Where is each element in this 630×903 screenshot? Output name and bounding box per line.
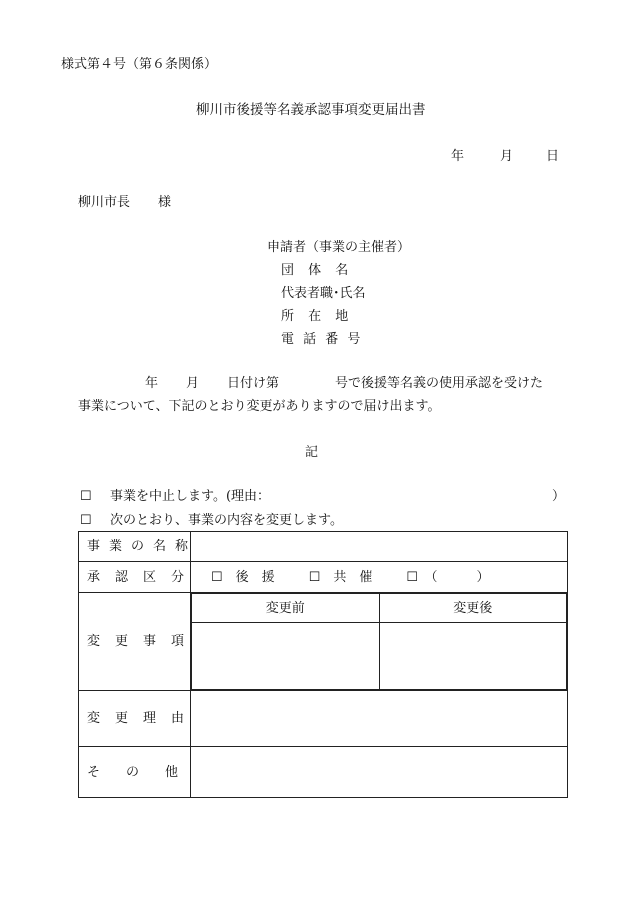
statement-year: 年 (145, 376, 159, 391)
other-label: その他 (79, 747, 191, 798)
date-day: 日 (546, 149, 560, 164)
row-event-name (79, 532, 568, 562)
statement-month: 月 (186, 376, 200, 391)
form-number: 様式第４号（第６条関係） (61, 57, 218, 72)
option-cancel-label: 事業を中止します。(理由： (110, 489, 271, 504)
other-field[interactable] (191, 747, 568, 798)
applicant-field-representative: 代表者職･氏名 (281, 286, 366, 301)
category-option-cohost[interactable]: ☐ 共 催 (308, 569, 373, 585)
statement-day-label: 日付け第 (227, 376, 280, 391)
change-items-label: 変更事項 (79, 593, 191, 691)
option-cancel-close: ） (552, 489, 566, 504)
checkbox-cancel[interactable]: ☐ (80, 489, 92, 504)
applicant-heading: 申請者（事業の主催者） (267, 240, 411, 255)
checkbox-change[interactable]: ☐ (80, 513, 92, 528)
category-label: 承認区分 (79, 562, 191, 593)
addressee-honorific: 様 (158, 195, 172, 210)
statement-line1-rest: 号で後援等名義の使用承認を受けた (335, 376, 544, 391)
change-form-table (78, 531, 568, 798)
row-reason (79, 691, 568, 747)
option-change-label: 次のとおり、事業の内容を変更します。 (110, 513, 343, 528)
applicant-field-group-name: 団 体 名 (281, 263, 349, 278)
document-title: 柳川市後援等名義承認事項変更届出書 (196, 102, 426, 118)
date-year: 年 (451, 149, 465, 164)
row-other (79, 747, 568, 798)
reason-field[interactable] (191, 691, 568, 747)
category-field (191, 562, 568, 593)
after-field[interactable] (379, 623, 567, 690)
date-month: 月 (500, 149, 514, 164)
category-option-support[interactable]: ☐ 後 援 (211, 569, 275, 585)
event-name-label: 事業の名称 (79, 532, 191, 562)
row-change-items (79, 593, 568, 691)
statement-line2: 事業について、下記のとおり変更がありますので届け出ます。 (78, 399, 441, 414)
reason-label: 変更理由 (79, 691, 191, 747)
applicant-field-address: 所 在 地 (281, 309, 349, 324)
before-header: 変更前 (192, 594, 380, 623)
addressee-name: 柳川市長 (78, 195, 131, 210)
row-category (79, 562, 568, 593)
after-header: 変更後 (379, 594, 567, 623)
category-option-other[interactable]: ☐ （ ） (406, 569, 490, 585)
event-name-field[interactable] (191, 532, 568, 562)
before-field[interactable] (192, 623, 380, 690)
ki-heading: 記 (305, 445, 319, 460)
change-items-cell (191, 593, 568, 691)
applicant-field-phone: 電 話 番 号 (281, 332, 361, 347)
